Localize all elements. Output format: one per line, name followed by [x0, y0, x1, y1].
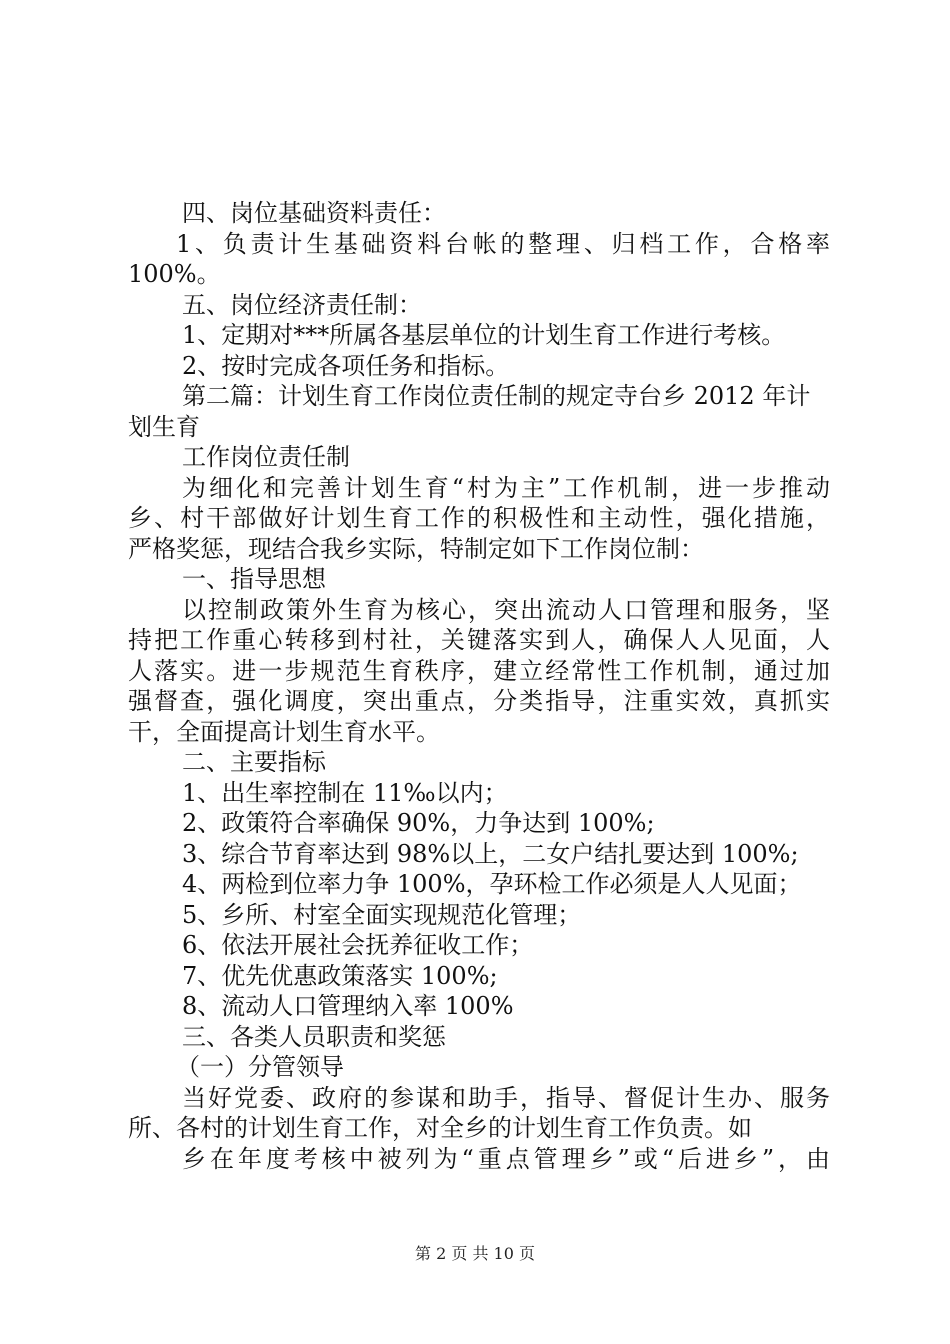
- document-line: 5、乡所、村室全面实现规范化管理；: [182, 900, 582, 929]
- document-line: 2、政策符合率确保 90%，力争达到 100%;: [182, 809, 655, 837]
- document-line: 2、按时完成各项任务和指标。: [182, 351, 510, 380]
- document-body: [128, 198, 830, 1174]
- document-line: 乡、村干部做好计划生育工作的积极性和主动性，强化措施，: [128, 504, 830, 532]
- document-line: 1、负责计生基础资料台帐的整理、归档工作，合格率: [176, 229, 830, 258]
- document-line: 四、岗位基础资料责任：: [182, 199, 446, 227]
- document-line: 干，全面提高计划生育水平。: [128, 717, 440, 746]
- document-line: 当好党委、政府的参谋和助手，指导、督促计生办、服务: [182, 1083, 830, 1112]
- document-line: 8、流动人口管理纳入率 100%: [182, 992, 514, 1020]
- document-line: 7、优先优惠政策落实 100%;: [182, 961, 498, 990]
- document-line: 第二篇：计划生育工作岗位责任制的规定寺台乡 2012 年计: [182, 382, 811, 410]
- document-line: 100%。: [128, 260, 221, 288]
- document-line: 以控制政策外生育为核心，突出流动人口管理和服务，坚: [182, 595, 830, 624]
- document-line: 一、指导思想: [182, 565, 326, 593]
- document-line: 划生育: [128, 412, 200, 441]
- document-line: 为细化和完善计划生育“村为主”工作机制，进一步推动: [182, 473, 830, 502]
- document-line: 强督查，强化调度，突出重点，分类指导，注重实效，真抓实: [128, 687, 830, 715]
- document-line: 所、各村的计划生育工作，对全乡的计划生育工作负责。如: [128, 1114, 752, 1142]
- document-line: 3、综合节育率达到 98%以上，二女户结扎要达到 100%;: [182, 839, 799, 868]
- document-line: 6、依法开展社会抚养征收工作；: [182, 931, 534, 959]
- document-line: 持把工作重心转移到村社，关键落实到人，确保人人见面，人: [128, 626, 830, 654]
- page-footer: 第 2 页 共 10 页: [415, 1244, 535, 1263]
- document-line: 三、各类人员职责和奖惩: [182, 1022, 446, 1051]
- document-line: 五、岗位经济责任制：: [182, 290, 422, 319]
- document-line: （一）分管领导: [176, 1053, 344, 1081]
- document-line: 严格奖惩，现结合我乡实际，特制定如下工作岗位制：: [128, 534, 704, 563]
- document-line: 乡在年度考核中被列为“重点管理乡”或“后进乡”，由: [182, 1144, 830, 1173]
- document-line: 4、两检到位率力争 100%，孕环检工作必须是人人见面；: [182, 870, 802, 898]
- document-line: 人落实。进一步规范生育秩序，建立经常性工作机制，通过加: [128, 656, 830, 685]
- document-line: 工作岗位责任制: [182, 443, 350, 471]
- document-line: 1、定期对***所属各基层单位的计划生育工作进行考核。: [182, 321, 786, 349]
- document-line: 1、出生率控制在 11‰以内；: [182, 778, 508, 807]
- document-line: 二、主要指标: [182, 748, 326, 776]
